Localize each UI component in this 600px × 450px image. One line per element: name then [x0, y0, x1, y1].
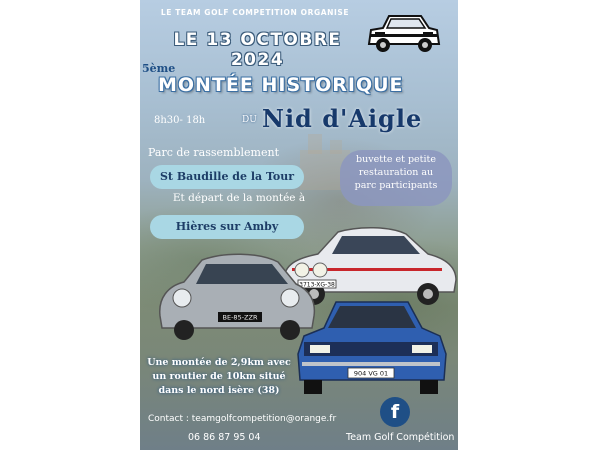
contact-email[interactable]: Contact : teamgolfcompetition@orange.fr: [148, 414, 337, 424]
event-poster: [140, 0, 458, 450]
description-line-3: dans le nord isère (38): [158, 385, 280, 396]
porsche-plate: BE-85-ZZR: [222, 313, 258, 322]
start-label: Et départ de la montée à: [172, 192, 306, 204]
main-title: MONTÉE HISTORIQUE: [158, 74, 404, 96]
edition-label: 5ème: [142, 62, 176, 75]
description-line-2: un routier de 10km situé: [152, 371, 286, 382]
description-line-1: Une montée de 2,9km avec: [147, 357, 291, 368]
event-date: LE 13 OCTOBRE 2024: [173, 30, 342, 70]
location-name: Nid d'Aigle: [262, 104, 423, 133]
renault-car: [290, 292, 452, 398]
du-label: DU: [242, 115, 257, 125]
team-car-logo: [365, 8, 443, 56]
alpine-plate: 3713-XG-38: [299, 281, 335, 289]
organizer-line: LE TEAM GOLF COMPETITION ORGANISE: [160, 8, 350, 17]
event-hours: 8h30- 18h: [154, 115, 206, 126]
food-line-1: buvette et petite: [356, 154, 436, 165]
assembly-label: Parc de rassemblement: [148, 146, 279, 159]
food-line-2: restauration au: [358, 167, 434, 178]
renault-plate: 904 VG 01: [353, 369, 389, 378]
contact-phone[interactable]: 06 86 87 95 04: [188, 432, 261, 443]
facebook-icon[interactable]: f: [380, 397, 410, 427]
food-info-box: [340, 150, 452, 206]
food-line-3: parc participants: [354, 180, 438, 191]
facebook-page-name[interactable]: Team Golf Compétition: [346, 432, 455, 443]
event-description: [144, 356, 294, 398]
assembly-place: St Baudille de la Tour: [150, 165, 304, 189]
start-place: Hières sur Amby: [150, 215, 304, 239]
